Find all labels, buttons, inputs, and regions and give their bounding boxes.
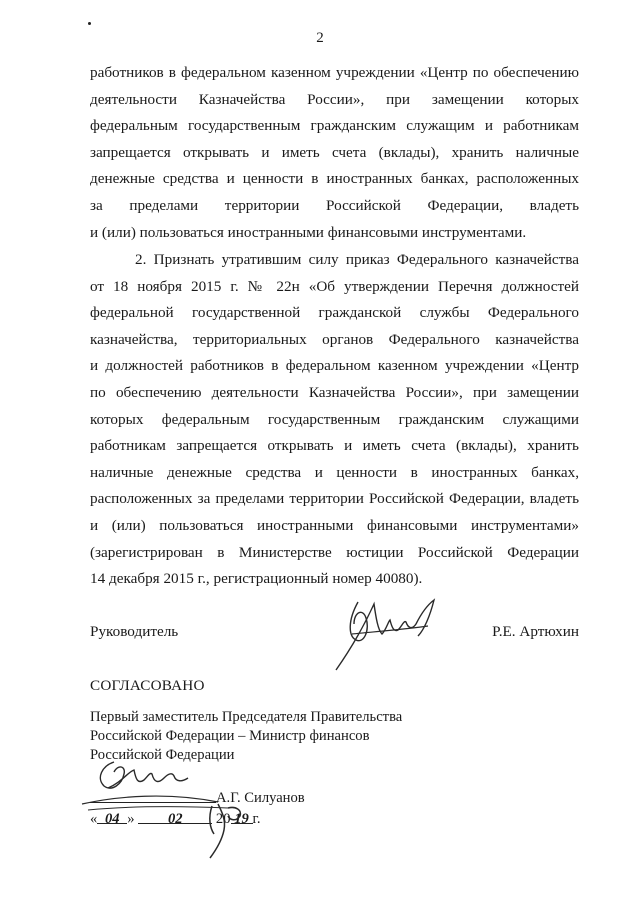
text-line: работникам запрещается открывать и иметь счета (вклады), хранить — [90, 437, 579, 455]
text-line: и (или) пользоваться иностранными финансовыми инструментами» — [90, 516, 579, 534]
text-line: деятельности Казначейства России», при замещении которых — [90, 90, 579, 108]
signatory-title: Руководитель — [90, 623, 179, 640]
scan-speck — [88, 22, 91, 25]
date-day: 04 — [97, 811, 127, 824]
text-line: 2. Признать утратившим силу приказ Федерального казначейства — [135, 251, 579, 268]
approver-name: А.Г. Силуанов — [216, 790, 305, 806]
text-line: запрещается открывать и иметь счета (вклады), хранить наличные — [90, 143, 579, 161]
signatory-name: Р.Е. Артюхин — [492, 623, 579, 640]
date-suffix: г. — [252, 811, 261, 827]
text-line: (зарегистрирован в Министерстве юстиции Российской Федерации — [90, 543, 579, 561]
date-month: 02 — [138, 811, 212, 824]
date-year-handwriting — [200, 800, 250, 860]
text-line: расположенных за пределами территории Российской Федерации, владеть — [90, 490, 579, 508]
text-line: федеральной государственной гражданской службы Федерального — [90, 304, 579, 322]
text-line: федеральным государственным гражданским служащим и работникам — [90, 117, 579, 135]
text-line: казначейства, территориальных органов Федерального казначейства — [90, 330, 579, 348]
date-year-prefix: 20 — [215, 811, 231, 827]
text-line: 14 декабря 2015 г., регистрационный номер 40080). — [90, 570, 423, 588]
approver-position-line: Российской Федерации – Министр финансов — [90, 728, 370, 744]
text-line: наличные денежные средства и ценности в иностранных банках, — [90, 463, 579, 481]
text-line: и должностей работников в федеральном казенном учреждении «Центр — [90, 357, 579, 375]
approver-position-line: Российской Федерации — [90, 747, 235, 763]
text-line: работников в федеральном казенном учреждении «Центр по обеспечению — [90, 64, 579, 81]
text-line: за пределами территории Российской Федерации, владеть — [90, 196, 579, 214]
head-signature — [330, 590, 450, 680]
text-line: от 18 ноября 2015 г. № 22н «Об утверждении Перечня должностей — [90, 277, 579, 295]
text-line: которых федеральным государственным гражданским служащими — [90, 410, 579, 428]
date-close-quote: » — [127, 811, 135, 827]
paragraph-1 — [90, 60, 579, 246]
approval-heading: СОГЛАСОВАНО — [90, 677, 205, 694]
paragraph-2 — [90, 247, 579, 593]
date-open-quote: « — [90, 811, 98, 827]
signature-line — [90, 802, 216, 803]
text-line: и (или) пользоваться иностранными финансовыми инструментами. — [90, 223, 527, 241]
text-line: по обеспечению деятельности Казначейства России», при замещении — [90, 383, 579, 401]
approver-position-line: Первый заместитель Председателя Правительства — [90, 709, 403, 725]
text-line: денежные средства и ценности в иностранных банках, расположенных — [90, 170, 579, 188]
page-number: 2 — [316, 30, 324, 46]
date-year: 19 — [231, 811, 253, 824]
